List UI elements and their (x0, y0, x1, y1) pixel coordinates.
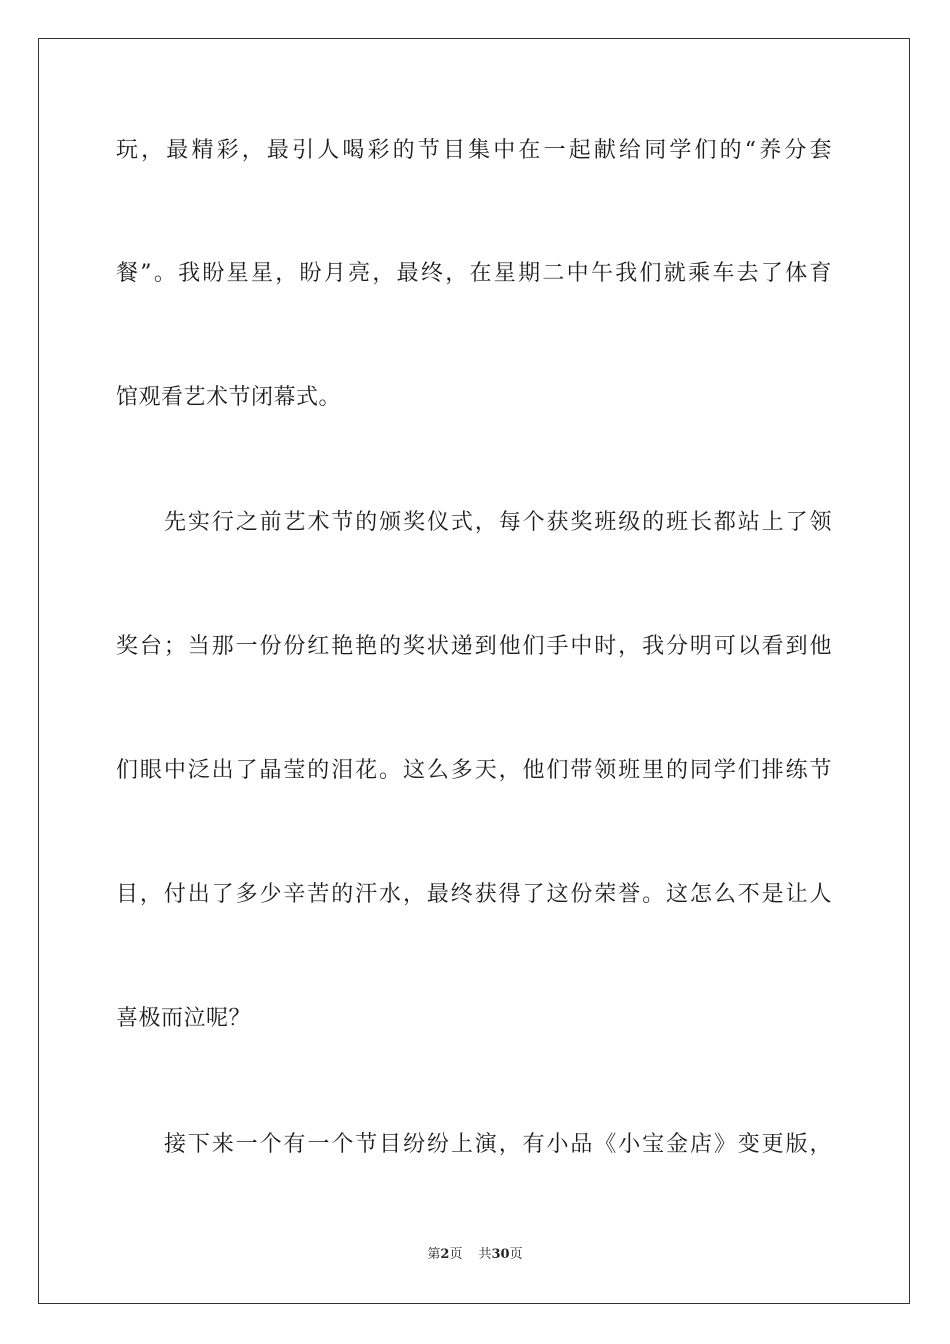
paragraph-line: 们眼中泛出了晶莹的泪花。这么多天，他们带领班里的同学们排练节 (116, 758, 832, 783)
total-pages: 30 (491, 1247, 510, 1262)
page-suffix: 页 (449, 1247, 463, 1262)
paragraph-first-line: 接下来一个有一个节目纷纷上演，有小品《小宝金店》变更版， (164, 1132, 832, 1157)
paragraph-line: 玩，最精彩，最引人喝彩的节目集中在一起献给同学们的“养分套 (116, 138, 832, 163)
page-border (38, 38, 910, 1304)
total-suffix: 页 (509, 1247, 523, 1262)
page-footer (0, 1246, 950, 1264)
total-prefix: 共 (478, 1247, 492, 1262)
paragraph-first-line: 先实行之前艺术节的颁奖仪式，每个获奖班级的班长都站上了领 (164, 510, 832, 535)
paragraph-line: 馆观看艺术节闭幕式。 (116, 385, 342, 410)
paragraph-line: 奖台；当那一份份红艳艳的奖状递到他们手中时，我分明可以看到他 (116, 634, 832, 659)
page-number: 2 (440, 1247, 450, 1262)
page-prefix: 第 (427, 1247, 441, 1262)
paragraph-line: 餐”。我盼星星，盼月亮，最终，在星期二中午我们就乘车去了体育 (116, 261, 832, 286)
paragraph-line: 目，付出了多少辛苦的汗水，最终获得了这份荣誉。这怎么不是让人 (116, 882, 832, 907)
paragraph-line: 喜极而泣呢？ (116, 1006, 252, 1031)
